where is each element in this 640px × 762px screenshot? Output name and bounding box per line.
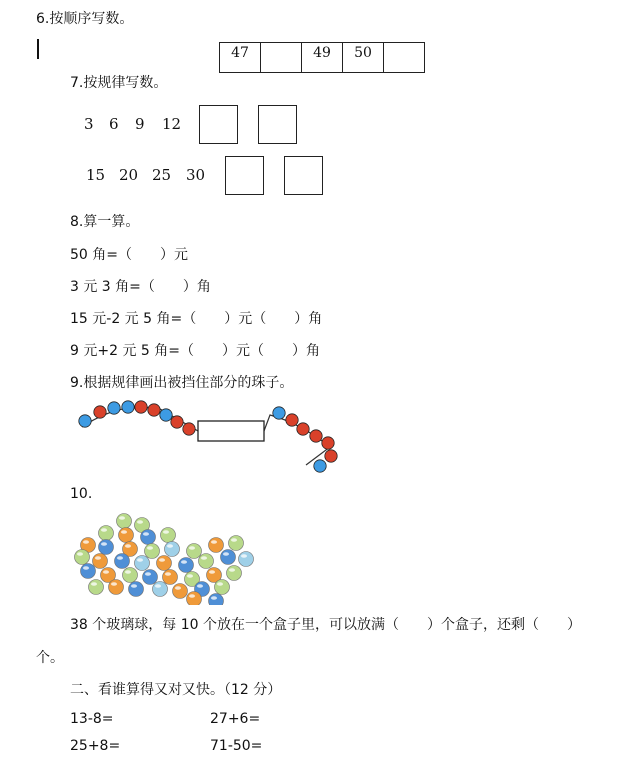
q8-line-1: 50 角=（ ）元 bbox=[70, 247, 188, 263]
marble-highlight bbox=[95, 556, 101, 560]
bead bbox=[94, 406, 106, 418]
marble-highlight bbox=[119, 516, 125, 520]
marble-highlight bbox=[241, 554, 247, 558]
q7-row1-num-3: 9 bbox=[135, 115, 145, 133]
bead-string-figure bbox=[0, 395, 360, 485]
q8-line-3: 15 元-2 元 5 角=（ ）元（ ）角 bbox=[70, 311, 323, 327]
q8-line-4: 9 元+2 元 5 角=（ ）元（ ）角 bbox=[70, 343, 320, 359]
marble bbox=[165, 542, 180, 557]
marble-highlight bbox=[125, 544, 131, 548]
calc-item-4: 71-50= bbox=[210, 738, 263, 754]
marble-highlight bbox=[209, 570, 215, 574]
q7-row2-blank-1[interactable] bbox=[225, 156, 264, 195]
cover-box bbox=[198, 421, 264, 441]
q7-row2-num-1: 15 bbox=[86, 166, 106, 184]
marble bbox=[221, 550, 236, 565]
marble bbox=[89, 580, 104, 595]
marble-highlight bbox=[159, 558, 165, 562]
marble bbox=[179, 558, 194, 573]
marble-highlight bbox=[117, 556, 123, 560]
marble-highlight bbox=[77, 552, 83, 556]
marble-highlight bbox=[211, 596, 217, 600]
q10-text-line-2: 个。 bbox=[36, 650, 64, 666]
marble bbox=[135, 556, 150, 571]
bead bbox=[325, 450, 337, 462]
marble bbox=[109, 580, 124, 595]
marble-highlight bbox=[217, 582, 223, 586]
q9-title: 9.根据规律画出被挡住部分的珠子。 bbox=[70, 375, 294, 391]
q8-title: 8.算一算。 bbox=[70, 214, 140, 230]
bead bbox=[273, 407, 285, 419]
bead bbox=[171, 416, 183, 428]
bead bbox=[314, 460, 326, 472]
bead bbox=[135, 401, 147, 413]
q7-row1-num-1: 3 bbox=[84, 115, 94, 133]
marble bbox=[145, 544, 160, 559]
marble-highlight bbox=[211, 540, 217, 544]
marble bbox=[215, 580, 230, 595]
marble bbox=[199, 554, 214, 569]
marble-pile-figure bbox=[70, 505, 260, 605]
marble bbox=[93, 554, 108, 569]
q7-row1-blank-2[interactable] bbox=[258, 105, 297, 144]
marble-highlight bbox=[229, 568, 235, 572]
seq-cell-2[interactable] bbox=[261, 43, 302, 73]
q7-row2-num-2: 20 bbox=[119, 166, 139, 184]
marble bbox=[173, 584, 188, 599]
bead bbox=[322, 437, 334, 449]
marble-highlight bbox=[187, 574, 193, 578]
text-cursor bbox=[37, 39, 39, 59]
marble bbox=[75, 550, 90, 565]
q10-text-line-1: 38 个玻璃球，每 10 个放在一个盒子里，可以放满（ ）个盒子，还剩（ ） bbox=[70, 617, 581, 633]
q8-line-2: 3 元 3 角=（ ）角 bbox=[70, 279, 211, 295]
marble-highlight bbox=[189, 546, 195, 550]
marble-highlight bbox=[83, 566, 89, 570]
marble bbox=[229, 536, 244, 551]
bead bbox=[108, 402, 120, 414]
q10-title: 10. bbox=[70, 486, 93, 502]
marble-highlight bbox=[167, 544, 173, 548]
seq-cell-3[interactable]: 49 bbox=[302, 43, 343, 73]
q7-row2-num-4: 30 bbox=[186, 166, 206, 184]
q7-row2-blank-2[interactable] bbox=[284, 156, 323, 195]
marble-highlight bbox=[101, 528, 107, 532]
marble-highlight bbox=[125, 570, 131, 574]
marble bbox=[119, 528, 134, 543]
marble bbox=[209, 538, 224, 553]
marble-highlight bbox=[145, 572, 151, 576]
seq-cell-4[interactable]: 50 bbox=[343, 43, 384, 73]
marble-highlight bbox=[91, 582, 97, 586]
marble bbox=[117, 514, 132, 529]
bead bbox=[310, 430, 322, 442]
marble bbox=[99, 526, 114, 541]
marble-highlight bbox=[111, 582, 117, 586]
marble bbox=[163, 570, 178, 585]
marble-highlight bbox=[143, 532, 149, 536]
calc-item-3: 25+8= bbox=[70, 738, 121, 754]
marble bbox=[239, 552, 254, 567]
bead bbox=[286, 414, 298, 426]
marble bbox=[123, 568, 138, 583]
calc-item-1: 13-8= bbox=[70, 711, 114, 727]
bead bbox=[79, 415, 91, 427]
marble bbox=[81, 564, 96, 579]
marble-highlight bbox=[155, 584, 161, 588]
marble-highlight bbox=[121, 530, 127, 534]
bead bbox=[183, 423, 195, 435]
seq-cell-5[interactable] bbox=[384, 43, 425, 73]
q6-title: 6.按顺序写数。 bbox=[36, 11, 134, 27]
marble-highlight bbox=[189, 594, 195, 598]
marble-highlight bbox=[165, 572, 171, 576]
marble bbox=[161, 528, 176, 543]
q7-row1-blank-1[interactable] bbox=[199, 105, 238, 144]
marble-highlight bbox=[131, 584, 137, 588]
marble-highlight bbox=[197, 584, 203, 588]
q7-title: 7.按规律写数。 bbox=[70, 75, 168, 91]
marble-highlight bbox=[147, 546, 153, 550]
calc-item-2: 27+6= bbox=[210, 711, 261, 727]
marble bbox=[157, 556, 172, 571]
marble bbox=[115, 554, 130, 569]
q7-row2-num-3: 25 bbox=[152, 166, 172, 184]
marble-group bbox=[75, 514, 254, 606]
marble bbox=[187, 544, 202, 559]
marble-highlight bbox=[101, 542, 107, 546]
marble bbox=[153, 582, 168, 597]
marble-highlight bbox=[83, 540, 89, 544]
q7-row1-num-4: 12 bbox=[162, 115, 182, 133]
marble-highlight bbox=[231, 538, 237, 542]
sequence-table bbox=[219, 42, 425, 73]
marble-highlight bbox=[223, 552, 229, 556]
marble-highlight bbox=[137, 520, 143, 524]
marble bbox=[143, 570, 158, 585]
marble-highlight bbox=[181, 560, 187, 564]
marble-highlight bbox=[103, 570, 109, 574]
marble-highlight bbox=[137, 558, 143, 562]
bead bbox=[297, 423, 309, 435]
seq-cell-1[interactable]: 47 bbox=[220, 43, 261, 73]
marble bbox=[99, 540, 114, 555]
marble bbox=[227, 566, 242, 581]
marble bbox=[187, 592, 202, 606]
section2-title: 二、看谁算得又对又快。（12 分） bbox=[70, 682, 282, 698]
marble-highlight bbox=[175, 586, 181, 590]
marble-highlight bbox=[163, 530, 169, 534]
marble bbox=[129, 582, 144, 597]
marble bbox=[141, 530, 156, 545]
marble-highlight bbox=[201, 556, 207, 560]
bead bbox=[148, 404, 160, 416]
bead bbox=[122, 401, 134, 413]
bead bbox=[160, 409, 172, 421]
q7-row1-num-2: 6 bbox=[109, 115, 119, 133]
